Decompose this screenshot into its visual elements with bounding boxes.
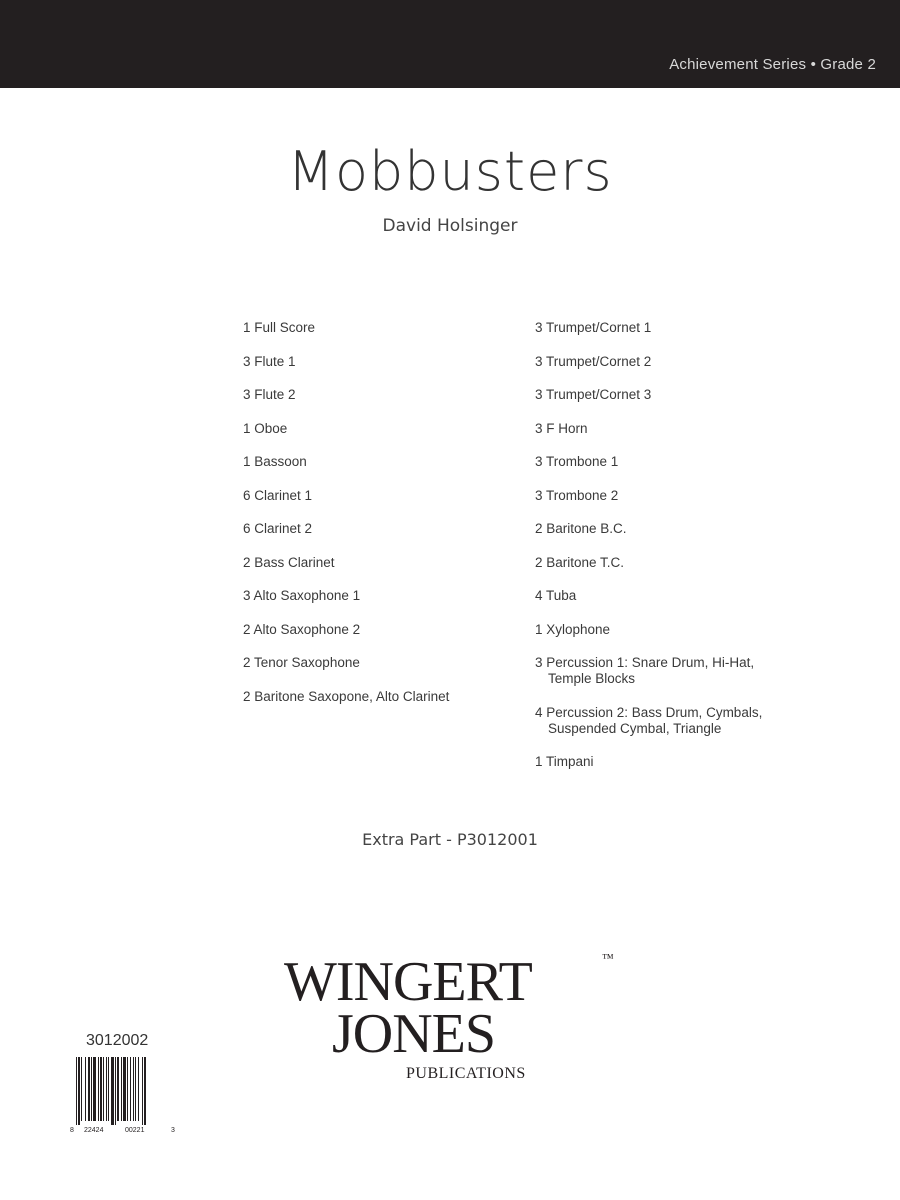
logo-line-jones: JONES xyxy=(332,1003,496,1065)
list-item xyxy=(535,421,835,437)
barcode-bar xyxy=(123,1057,126,1121)
logo-line-publications: PUBLICATIONS xyxy=(406,1065,526,1082)
part-label: 3 Alto Saxophone 1 xyxy=(243,588,361,603)
part-label: 2 Baritone B.C. xyxy=(535,521,627,536)
header-bar xyxy=(0,0,900,88)
part-label: 6 Clarinet 1 xyxy=(243,487,313,503)
part-label: 3 Trombone 1 xyxy=(535,454,619,469)
list-item xyxy=(535,488,835,504)
parts-list-right xyxy=(535,320,835,788)
part-label: 1 Full Score xyxy=(243,320,316,335)
part-label: 3 Flute 2 xyxy=(243,387,296,402)
part-label: 2 Tenor Saxophone xyxy=(243,655,360,670)
barcode-bar xyxy=(93,1057,96,1121)
part-label: 3 Trumpet/Cornet 3 xyxy=(535,387,652,402)
part-label: 3 Percussion 1: Snare Drum, Hi-Hat, xyxy=(535,655,755,670)
composer-name: David Holsinger xyxy=(382,216,518,236)
list-item xyxy=(243,622,523,638)
list-item xyxy=(243,588,523,604)
barcode-bar xyxy=(98,1057,99,1121)
logo-line-wingert: WINGERT xyxy=(284,951,532,1013)
list-item xyxy=(243,320,523,336)
list-item xyxy=(535,387,835,403)
barcode-bars xyxy=(76,1057,146,1125)
part-label: 1 Timpani xyxy=(535,754,594,769)
barcode-bar xyxy=(127,1057,128,1121)
barcode xyxy=(70,1055,176,1135)
barcode-group-2: 00221 xyxy=(125,1127,145,1134)
part-label-continued: Temple Blocks xyxy=(548,671,636,686)
list-item xyxy=(243,488,523,504)
part-label: 1 Xylophone xyxy=(535,621,611,637)
list-item xyxy=(535,622,835,638)
part-label: 1 Bassoon xyxy=(243,454,307,469)
part-label: 3 Flute 1 xyxy=(243,353,296,369)
list-item xyxy=(243,421,523,437)
barcode-bar xyxy=(144,1057,146,1125)
part-label: 3 Trumpet/Cornet 1 xyxy=(535,320,652,335)
list-item xyxy=(535,454,835,470)
parts-list-left xyxy=(243,320,523,722)
list-item xyxy=(535,354,835,370)
part-label: 3 Trombone 2 xyxy=(535,487,619,503)
barcode-bar xyxy=(76,1057,77,1125)
part-label: 4 Tuba xyxy=(535,588,577,603)
barcode-bar xyxy=(111,1057,114,1125)
list-item xyxy=(535,555,835,571)
barcode-bar xyxy=(115,1057,116,1125)
barcode-digit-left: 8 xyxy=(70,1127,74,1134)
barcode-bar xyxy=(78,1057,80,1125)
part-label: 2 Baritone Saxopone, Alto Clarinet xyxy=(243,688,450,704)
barcode-bar xyxy=(138,1057,139,1121)
page-title: Mobbusters xyxy=(287,140,613,203)
part-label: 3 Trumpet/Cornet 2 xyxy=(535,353,652,369)
part-label-continued: Suspended Cymbal, Triangle xyxy=(548,720,722,736)
list-item xyxy=(535,320,835,336)
barcode-bar xyxy=(85,1057,86,1121)
part-label: 4 Percussion 2: Bass Drum, Cymbals, xyxy=(535,704,763,720)
list-item xyxy=(243,689,523,705)
barcode-digit-right: 3 xyxy=(171,1127,175,1134)
barcode-bar xyxy=(81,1057,82,1121)
barcode-bar xyxy=(142,1057,143,1125)
part-label: 1 Oboe xyxy=(243,420,288,436)
barcode-bar xyxy=(91,1057,92,1121)
list-item xyxy=(243,521,523,537)
extra-part-number: Extra Part - P3012001 xyxy=(362,830,538,849)
part-label: 6 Clarinet 2 xyxy=(243,521,313,536)
barcode-bar xyxy=(103,1057,104,1121)
barcode-bar xyxy=(100,1057,102,1121)
list-item xyxy=(535,588,835,604)
barcode-bar xyxy=(88,1057,90,1121)
barcode-bar xyxy=(133,1057,134,1121)
publisher-logo xyxy=(280,940,620,1090)
barcode-bar xyxy=(130,1057,131,1121)
barcode-bar xyxy=(135,1057,136,1121)
list-item xyxy=(243,354,523,370)
list-item xyxy=(535,705,835,737)
part-label: 3 F Horn xyxy=(535,420,588,436)
barcode-bar xyxy=(121,1057,122,1121)
list-item xyxy=(243,387,523,403)
part-label: 2 Baritone T.C. xyxy=(535,554,625,570)
part-label: 2 Alto Saxophone 2 xyxy=(243,621,361,637)
barcode-bar xyxy=(106,1057,107,1121)
list-item xyxy=(243,454,523,470)
series-grade-label: Achievement Series • Grade 2 xyxy=(669,56,876,73)
list-item xyxy=(535,655,835,687)
barcode-bar xyxy=(108,1057,109,1121)
logo-trademark: ™ xyxy=(602,951,614,965)
barcode-bar xyxy=(117,1057,119,1121)
list-item xyxy=(535,754,835,770)
list-item xyxy=(243,655,523,671)
list-item xyxy=(535,521,835,537)
barcode-group-1: 22424 xyxy=(84,1127,104,1134)
catalog-number: 3012002 xyxy=(86,1032,149,1049)
part-label: 2 Bass Clarinet xyxy=(243,554,335,570)
list-item xyxy=(243,555,523,571)
